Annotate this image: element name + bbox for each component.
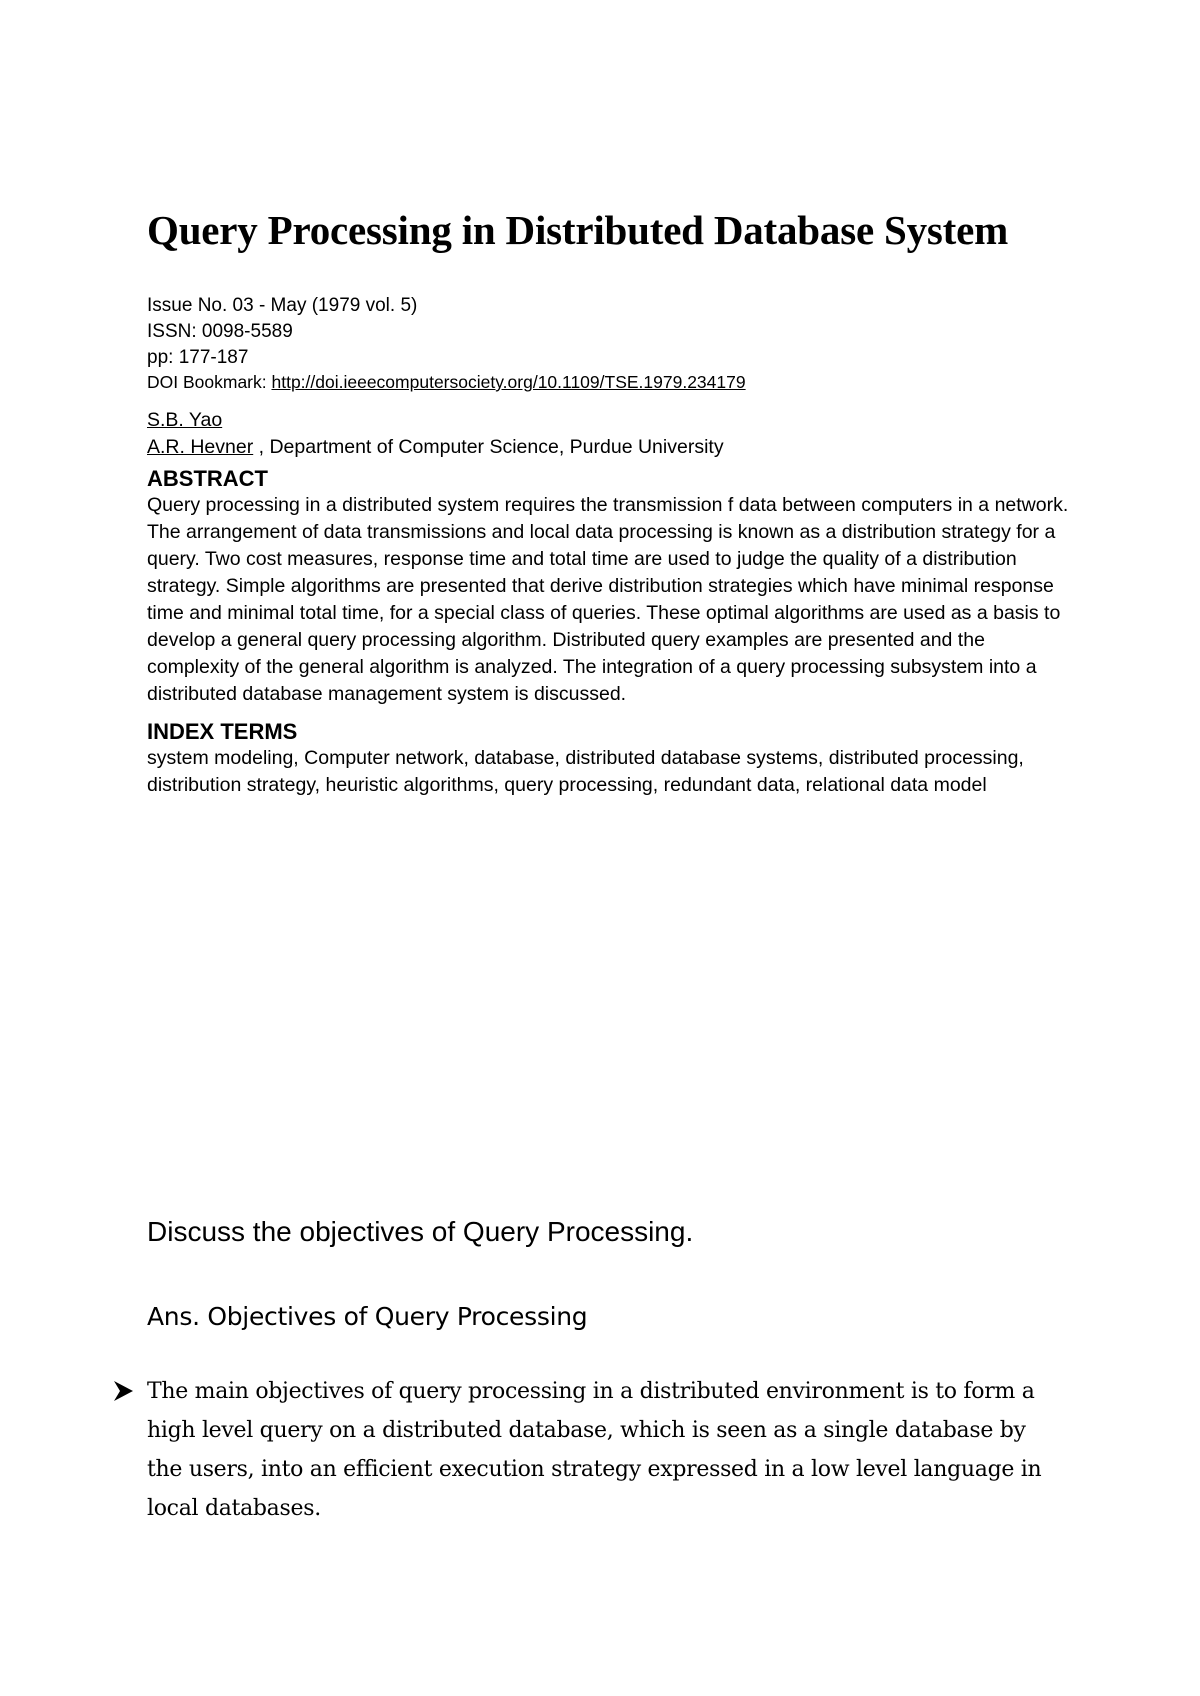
author-link-hevner[interactable]: A.R. Hevner [147, 436, 254, 458]
doi-link[interactable]: http://doi.ieeecomputersociety.org/10.1109/TSE.1979.234179 [271, 372, 746, 392]
issue-info: Issue No. 03 - May (1979 vol. 5) [147, 295, 418, 316]
question-text: Discuss the objectives of Query Processing. [147, 1216, 694, 1247]
bullet-text: The main objectives of query processing in a distributed environment is to form a high level query on a distributed database, which is seen as a single database by the users, into an efficient execution strategy expressed in a low level language in local databases. [147, 1379, 1042, 1521]
abstract-text: Query processing in a distributed system requires the transmission f data between computers in a network. The arrangement of data transmissions and local data processing is known as a distribution strategy for a query. Two cost measures, response time and total time are used to judge the quality of a distribution strategy. Simple algorithms are presented that derive distribution strategies which have minimal response time and minimal total time, for a special class of queries. These optimal algorithms are used as a basis to develop a general query processing algorithm. Distributed query examples are presented and the complexity of the general algorithm is analyzed. The integration of a query processing subsystem into a distributed database management system is discussed. [147, 494, 1069, 705]
doi-label: DOI Bookmark: [147, 372, 272, 392]
doi-bookmark [147, 371, 1087, 393]
paper-header [147, 206, 1087, 799]
author-affiliation: , Department of Computer Science, Purdue University [253, 436, 724, 458]
index-terms-text: system modeling, Computer network, database, distributed database systems, distributed processing, distribution strategy, heuristic algorithms, query processing, redundant data, relational data model [147, 747, 1024, 796]
paper-title: Query Processing in Distributed Database System [147, 207, 1009, 253]
issn-info: ISSN: 0098-5589 [147, 321, 293, 342]
arrow-bullet-icon [111, 1372, 139, 1410]
abstract-heading: ABSTRACT [147, 466, 268, 491]
index-terms-heading: INDEX TERMS [147, 719, 298, 744]
pages-info: pp: 177-187 [147, 347, 249, 368]
answer-heading: Ans. Objectives of Query Processing [147, 1302, 588, 1331]
author-link-yao[interactable]: S.B. Yao [147, 409, 223, 431]
list-item [111, 1372, 1071, 1528]
author-list [147, 407, 1087, 461]
publication-meta [147, 293, 1087, 393]
